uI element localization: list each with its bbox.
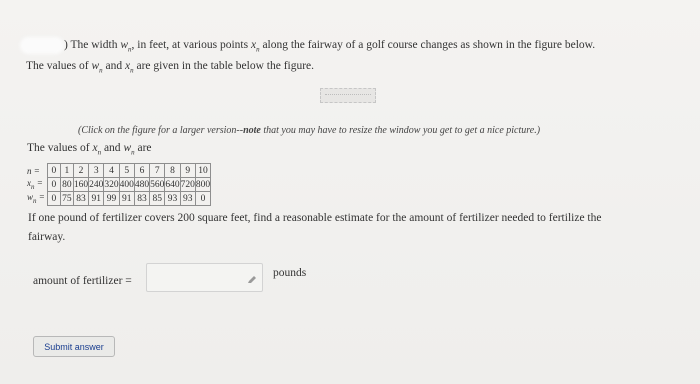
table-cell: 93 bbox=[165, 192, 180, 206]
question-text-line1: ) The width $w_n$, in feet, at various points $x_n$ along the fairway of a golf course changes as shown in the figure below. bbox=[64, 39, 596, 54]
pencil-icon bbox=[247, 275, 258, 284]
table-cell: 0 bbox=[47, 192, 60, 206]
table-cell: 10 bbox=[195, 164, 210, 178]
table-cell: 640 bbox=[165, 179, 180, 190]
table-cell: 83 bbox=[73, 192, 88, 206]
table-cell: 7 bbox=[150, 164, 165, 178]
table-cell: 240 bbox=[89, 179, 104, 190]
figure-click-note: (Click on the figure for a larger version--note that you may have to resize the window you get to get a nice picture.) bbox=[78, 125, 541, 136]
units-label: pounds bbox=[273, 267, 307, 279]
figure-thumbnail[interactable] bbox=[320, 88, 376, 103]
values-intro: The values of $x_n$ and $w_n$ are bbox=[27, 142, 152, 157]
table-cell: 1 bbox=[60, 164, 73, 178]
table-cell: 91 bbox=[119, 192, 134, 206]
table-cell: 720 bbox=[180, 179, 195, 190]
table-cell: 2 bbox=[73, 164, 88, 178]
amount-input[interactable] bbox=[146, 263, 263, 292]
table-row bbox=[27, 178, 211, 192]
table-cell: 75 bbox=[62, 193, 72, 204]
table-cell: 85 bbox=[150, 192, 165, 206]
table-cell: 83 bbox=[134, 192, 149, 206]
table-cell: 480 bbox=[134, 179, 150, 190]
fertilizer-question-line2: fairway. bbox=[28, 231, 66, 243]
row-label: $x_n$ = bbox=[27, 178, 43, 191]
table-cell: 80 bbox=[62, 179, 72, 190]
redacted-region bbox=[20, 37, 64, 54]
table-cell: 3 bbox=[89, 164, 104, 178]
table-cell: 0 bbox=[47, 178, 60, 192]
table-cell: 0 bbox=[195, 192, 210, 206]
submit-answer-button[interactable]: Submit answer bbox=[33, 336, 115, 357]
table-cell: 400 bbox=[119, 179, 134, 190]
table-cell: 560 bbox=[150, 179, 165, 190]
table-cell: 4 bbox=[104, 164, 119, 178]
question-text-line2: The values of $w_n$ and $x_n$ are given in the table below the figure. bbox=[26, 60, 315, 75]
table-cell: 0 bbox=[47, 164, 60, 178]
table-cell: 800 bbox=[195, 179, 211, 190]
table-cell: 320 bbox=[104, 179, 119, 190]
amount-label: amount of fertilizer = bbox=[33, 275, 132, 287]
table-cell: 8 bbox=[165, 164, 180, 178]
table-cell: 5 bbox=[119, 164, 134, 178]
table-cell: 9 bbox=[180, 164, 195, 178]
table-cell: 160 bbox=[73, 179, 89, 190]
values-table bbox=[27, 163, 211, 206]
table-row bbox=[27, 164, 211, 178]
table-cell: 91 bbox=[89, 192, 104, 206]
fertilizer-question-line1: If one pound of fertilizer covers 200 square feet, find a reasonable estimate for the amount of fertilizer needed to fertilize the bbox=[28, 212, 602, 224]
row-label: $w_n$ = bbox=[27, 192, 45, 205]
row-label: n = bbox=[27, 165, 40, 176]
table-cell: 99 bbox=[104, 192, 119, 206]
table-cell: 93 bbox=[180, 192, 195, 206]
table-row bbox=[27, 192, 211, 206]
table-cell: 6 bbox=[134, 164, 149, 178]
